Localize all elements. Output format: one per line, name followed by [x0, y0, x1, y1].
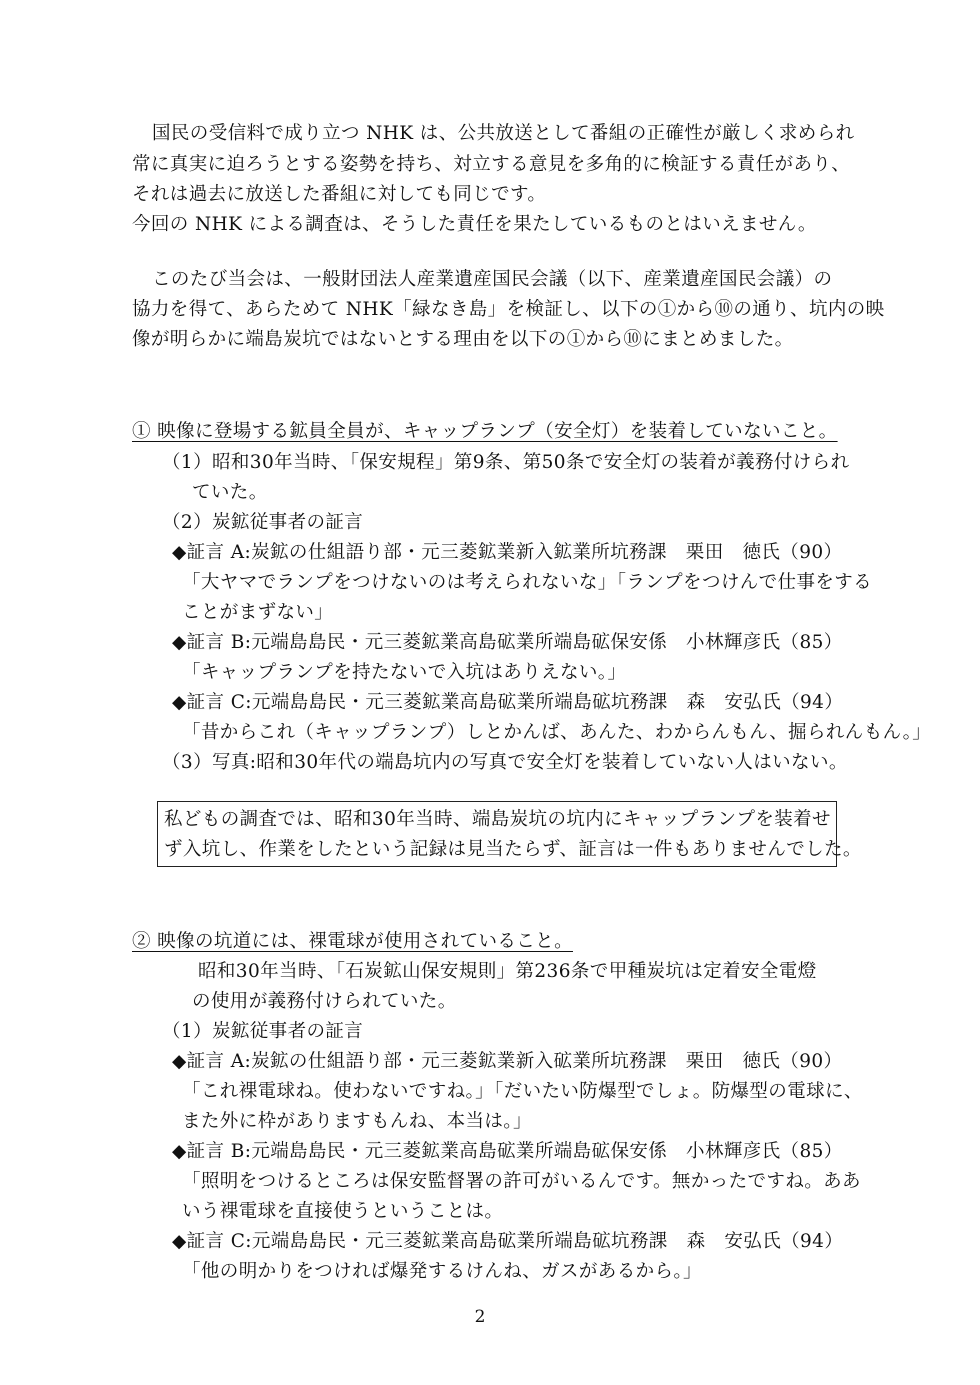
section2-testimony-a-line-2: 「これ裸電球ね。使わないですね。」「だいたい防爆型でしょ。防爆型の電球に、 — [182, 1081, 863, 1102]
section1-testimony-c-line-1: ◆証言 C:元端島島民・元三菱鉱業高島砿業所端島砿坑務課 森 安弘氏（94） — [172, 692, 844, 713]
section2-testimony-b-line-1: ◆証言 B:元端島島民・元三菱鉱業高島砿業所端島砿保安係 小林輝彦氏（85） — [172, 1141, 843, 1162]
section2-testimony-c-line-2: 「他の明かりをつければ爆発するけんね、ガスがあるから。」 — [182, 1261, 702, 1282]
page-number: 2 — [474, 1307, 486, 1327]
section1-item1-line-1: （1）昭和30年当時、「保安規程」第9条、第50条で安全灯の装着が義務付けられ — [162, 452, 850, 473]
section1-testimony-b-line-2: 「キャップランプを持たないで入坑はありえない。」 — [182, 662, 627, 683]
section1-item2: （2）炭鉱従事者の証言 — [162, 512, 364, 533]
section1-heading: ① 映像に登場する鉱員全員が、キャップランプ（安全灯）を装着していないこと。 — [132, 421, 838, 442]
section2-testimony-b-line-2: 「照明をつけるところは保安監督署の許可がいるんです。無かったですね。ああ — [182, 1171, 861, 1192]
section2-testimony-a-line-1: ◆証言 A:炭鉱の仕組語り部・元三菱鉱業新入砿業所坑務課 栗田 徳氏（90） — [172, 1051, 843, 1072]
section1-item1-line-2: ていた。 — [192, 482, 268, 503]
intro-line-1: 国民の受信料で成り立つ NHK は、公共放送として番組の正確性が厳しく求められ — [152, 123, 855, 144]
summary-box-line-2: ず入坑し、作業をしたという記録は見当たらず、証言は一件もありませんでした。 — [164, 839, 862, 860]
section2-testimony-b-line-3: いう裸電球を直接使うということは。 — [182, 1201, 504, 1222]
section1-testimony-a-line-3: ことがまずない」 — [182, 602, 334, 623]
intro-line-4: 今回の NHK による調査は、そうした責任を果たしているものとはいえません。 — [132, 214, 817, 235]
section1-item3: （3）写真:昭和30年代の端島坑内の写真で安全灯を装着していない人はいない。 — [162, 752, 848, 773]
section2-intro-line-2: の使用が義務付けられていた。 — [192, 991, 457, 1012]
para2-line-2: 協力を得て、あらためて NHK「緑なき島」を検証し、以下の①から⑩の通り、坑内の映 — [132, 299, 885, 320]
section2-item1: （1）炭鉱従事者の証言 — [162, 1021, 364, 1042]
section2-testimony-a-line-3: また外に枠がありますもんね、本当は。」 — [182, 1111, 532, 1132]
section2-heading: ② 映像の坑道には、裸電球が使用されていること。 — [132, 931, 573, 952]
section1-testimony-b-line-1: ◆証言 B:元端島島民・元三菱鉱業高島砿業所端島砿保安係 小林輝彦氏（85） — [172, 632, 843, 653]
section1-testimony-c-line-2: 「昔からこれ（キャップランプ）しとかんば、あんた、わからんもん、掘られんもん。」 — [182, 722, 932, 743]
section2-intro-line-1: 昭和30年当時、「石炭鉱山保安規則」第236条で甲種炭坑は定着安全電燈 — [198, 961, 817, 982]
para2-line-3: 像が明らかに端島炭坑ではないとする理由を以下の①から⑩にまとめました。 — [132, 329, 794, 350]
intro-line-3: それは過去に放送した番組に対しても同じです。 — [132, 184, 547, 205]
section1-testimony-a-line-2: 「大ヤマでランプをつけないのは考えられないな」「ランプをつけんで仕事をする — [182, 572, 873, 593]
section1-testimony-a-line-1: ◆証言 A:炭鉱の仕組語り部・元三菱鉱業新入鉱業所坑務課 栗田 徳氏（90） — [172, 542, 843, 563]
section2-testimony-c-line-1: ◆証言 C:元端島島民・元三菱鉱業高島砿業所端島砿坑務課 森 安弘氏（94） — [172, 1231, 844, 1252]
intro-line-2: 常に真実に迫ろうとする姿勢を持ち、対立する意見を多角的に検証する責任があり、 — [132, 154, 851, 175]
summary-box-line-1: 私どもの調査では、昭和30年当時、端島炭坑の坑内にキャップランプを装着せ — [164, 809, 831, 830]
para2-line-1: このたび当会は、一般財団法人産業遺産国民会議（以下、産業遺産国民会議）の — [152, 269, 833, 290]
